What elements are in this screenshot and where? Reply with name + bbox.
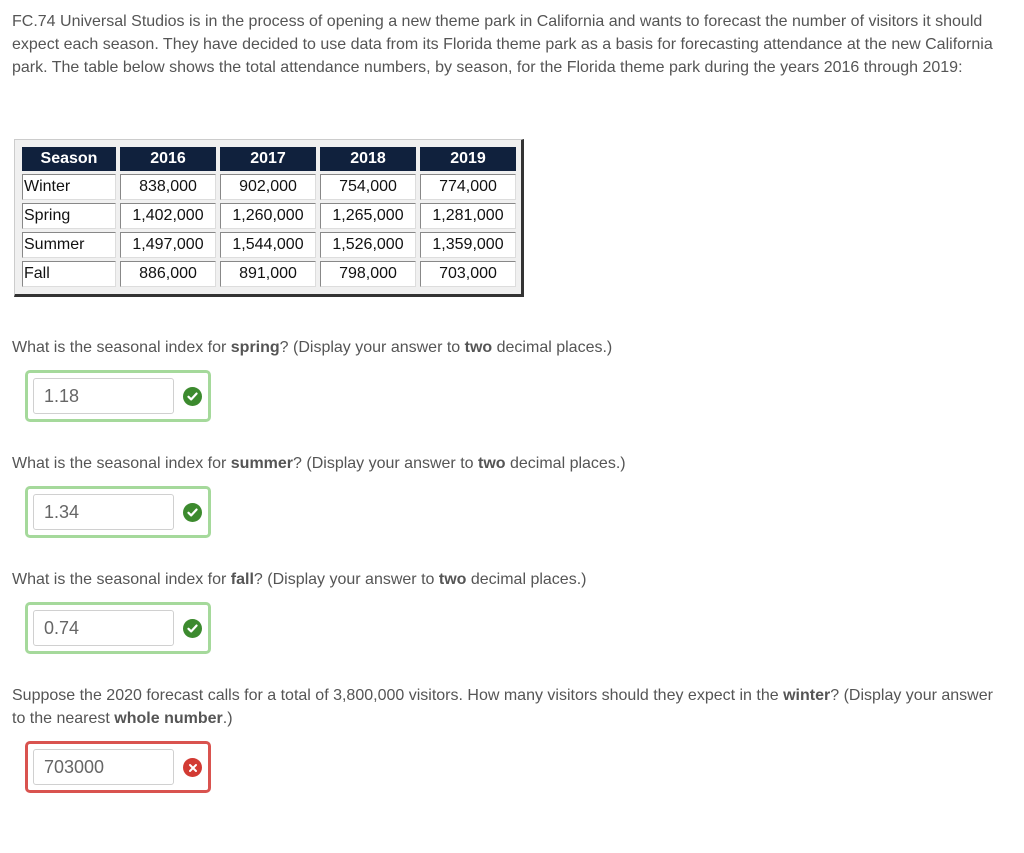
- table-cell: 1,265,000: [320, 203, 416, 229]
- table-row-summer: [22, 232, 516, 258]
- table-cell: 891,000: [220, 261, 316, 287]
- table-cell-season: Spring: [22, 203, 116, 229]
- column-header-2016: 2016: [120, 147, 216, 171]
- question-text: decimal places.): [492, 339, 613, 356]
- question-emphasis: two: [438, 571, 467, 588]
- question-text: ? (Display your answer to: [253, 571, 439, 588]
- table-cell: 1,359,000: [420, 232, 516, 258]
- answer-box-winter: [25, 741, 211, 793]
- table-cell: 754,000: [320, 174, 416, 200]
- attendance-table: [18, 144, 520, 290]
- question-text: What is the seasonal index for: [12, 455, 231, 472]
- check-icon: [183, 619, 202, 638]
- answer-input-spring[interactable]: [33, 378, 174, 414]
- table-row-spring: [22, 203, 516, 229]
- column-header-2018: 2018: [320, 147, 416, 171]
- question-emphasis: two: [464, 339, 493, 356]
- answer-box-fall: [25, 602, 211, 654]
- question-emphasis: whole number: [114, 710, 223, 727]
- check-icon: [183, 503, 202, 522]
- x-icon: [183, 758, 202, 777]
- question-emphasis: two: [478, 455, 506, 472]
- table-cell: 774,000: [420, 174, 516, 200]
- answer-box-spring: [25, 370, 211, 422]
- answer-input-summer[interactable]: [33, 494, 174, 530]
- table-cell-season: Summer: [22, 232, 116, 258]
- table-cell: 902,000: [220, 174, 316, 200]
- check-icon: [183, 387, 202, 406]
- question-summer: [12, 452, 1002, 475]
- table-cell: 1,281,000: [420, 203, 516, 229]
- table-cell: 1,526,000: [320, 232, 416, 258]
- table-cell: 838,000: [120, 174, 216, 200]
- question-text: decimal places.): [505, 455, 626, 472]
- question-emphasis: winter: [783, 687, 831, 704]
- column-header-2019: 2019: [420, 147, 516, 171]
- table-cell: 1,544,000: [220, 232, 316, 258]
- question-text: What is the seasonal index for: [12, 571, 231, 588]
- question-emphasis: summer: [230, 455, 294, 472]
- table-cell: 1,402,000: [120, 203, 216, 229]
- table-cell: 886,000: [120, 261, 216, 287]
- table-cell-season: Fall: [22, 261, 116, 287]
- answer-input-winter[interactable]: [33, 749, 174, 785]
- question-spring: [12, 336, 1002, 359]
- question-emphasis: fall: [230, 571, 254, 588]
- question-text: decimal places.): [466, 571, 587, 588]
- answer-box-summer: [25, 486, 211, 538]
- question-text: ? (Display your answer to: [293, 455, 478, 472]
- question-text: Suppose the 2020 forecast calls for a total of 3,800,000 visitors. How many visitors should they expect in the: [12, 687, 784, 704]
- question-emphasis: spring: [230, 339, 280, 356]
- attendance-table-container: [14, 139, 524, 297]
- table-cell: 798,000: [320, 261, 416, 287]
- answer-input-fall[interactable]: [33, 610, 174, 646]
- table-cell-season: Winter: [22, 174, 116, 200]
- table-cell: 703,000: [420, 261, 516, 287]
- question-text: What is the seasonal index for: [12, 339, 231, 356]
- table-cell: 1,497,000: [120, 232, 216, 258]
- problem-intro: FC.74 Universal Studios is in the process of opening a new theme park in California and wants to forecast the number of visitors it should expect each season. They have decided to use data from its Florida theme park as a basis for forecasting attendance at the new California park. The table below shows the total attendance numbers, by season, for the Florida theme park during the years 2016 through 2019:: [12, 13, 993, 76]
- table-row-fall: [22, 261, 516, 287]
- table-cell: 1,260,000: [220, 203, 316, 229]
- table-header-row: [22, 147, 516, 171]
- table-row-winter: [22, 174, 516, 200]
- question-fall: [12, 568, 1002, 591]
- question-text: ? (Display your answer to: [279, 339, 465, 356]
- column-header-2017: 2017: [220, 147, 316, 171]
- question-text: ? (Display your answer to the nearest: [12, 687, 993, 727]
- column-header-season: Season: [22, 147, 116, 171]
- question-text: .): [222, 710, 233, 727]
- question-winter-forecast: [12, 684, 1002, 730]
